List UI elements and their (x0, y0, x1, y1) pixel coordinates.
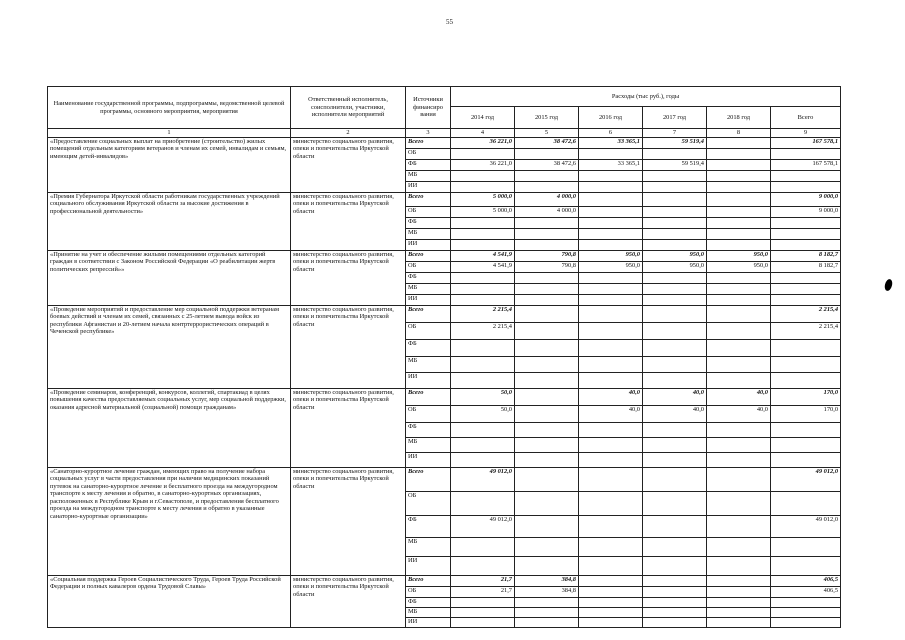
total-value: 9 000,0 (771, 192, 841, 206)
year-value (579, 491, 643, 515)
year-value (707, 294, 771, 305)
total-value (771, 537, 841, 556)
year-value (515, 617, 579, 627)
total-value: 49 012,0 (771, 515, 841, 537)
header-year: 2018 год (707, 107, 771, 129)
year-value (643, 607, 707, 617)
year-value (707, 356, 771, 372)
column-number: 9 (771, 129, 841, 138)
year-value (515, 437, 579, 452)
year-value: 4 000,0 (515, 206, 579, 217)
total-value: 406,5 (771, 575, 841, 586)
funding-source: МБ (406, 283, 451, 294)
year-value (643, 515, 707, 537)
year-value (707, 159, 771, 170)
year-value (515, 422, 579, 437)
executor-name: министерство социального развития, опеки и попечительства Иркутской области (291, 250, 406, 305)
year-value (643, 422, 707, 437)
funding-source: МБ (406, 170, 451, 181)
year-value (451, 491, 515, 515)
year-value (515, 405, 579, 422)
activity-name: «Предоставление социальных выплат на приобретение (строительство) жилых помещений отдельным категориям ветеранов и членам их семей, инвалидам и семьям, имеющим детей-инвалидов» (48, 137, 291, 192)
table-row (48, 250, 841, 261)
table-row (48, 305, 841, 322)
funding-source: Всего (406, 250, 451, 261)
year-value: 4 541,9 (451, 261, 515, 272)
year-value (451, 148, 515, 159)
year-value (579, 597, 643, 607)
funding-source: Всего (406, 575, 451, 586)
year-value (515, 388, 579, 405)
year-value (451, 372, 515, 388)
page-number: 55 (446, 18, 453, 26)
total-value: 9 000,0 (771, 206, 841, 217)
year-value (707, 339, 771, 356)
funding-source: ИИ (406, 452, 451, 467)
year-value (707, 617, 771, 627)
funding-source: ОБ (406, 322, 451, 339)
year-value: 384,8 (515, 586, 579, 597)
total-value: 2 215,4 (771, 305, 841, 322)
total-value: 49 012,0 (771, 467, 841, 491)
year-value: 21,7 (451, 575, 515, 586)
funding-source: ОБ (406, 491, 451, 515)
year-value (579, 617, 643, 627)
activity-name: «Принятие на учет и обеспечение жилыми помещениями отдельных категорий граждан в соответствии с Законом Российской Федерации «О реабилитации жертв политических репрессий»» (48, 250, 291, 305)
funding-source: ИИ (406, 294, 451, 305)
year-value (643, 239, 707, 250)
column-number: 7 (643, 129, 707, 138)
header-year: 2014 год (451, 107, 515, 129)
year-value: 950,0 (579, 250, 643, 261)
year-value (451, 422, 515, 437)
expenses-table (47, 86, 841, 628)
year-value (643, 597, 707, 607)
funding-source: МБ (406, 607, 451, 617)
funding-source: ФБ (406, 422, 451, 437)
year-value (707, 228, 771, 239)
table-body (48, 137, 841, 627)
funding-source: ФБ (406, 597, 451, 607)
year-value (515, 452, 579, 467)
total-value (771, 339, 841, 356)
year-value (579, 575, 643, 586)
header-source: Источники финансиро вания (406, 87, 451, 129)
year-value: 36 221,0 (451, 137, 515, 148)
year-value (451, 339, 515, 356)
year-value (451, 170, 515, 181)
year-value (643, 537, 707, 556)
year-value (707, 181, 771, 192)
year-value (643, 206, 707, 217)
total-value (771, 597, 841, 607)
year-value (707, 272, 771, 283)
table-row (48, 192, 841, 206)
year-value: 59 519,4 (643, 137, 707, 148)
year-value: 36 221,0 (451, 159, 515, 170)
total-value (771, 283, 841, 294)
funding-source: Всего (406, 388, 451, 405)
year-value (707, 437, 771, 452)
year-value (515, 491, 579, 515)
column-number: 2 (291, 129, 406, 138)
year-value (515, 272, 579, 283)
year-value (451, 556, 515, 575)
executor-name: министерство социального развития, опеки и попечительства Иркутской области (291, 305, 406, 388)
year-value (579, 272, 643, 283)
year-value (579, 148, 643, 159)
year-value (707, 239, 771, 250)
year-value (515, 148, 579, 159)
year-value (707, 137, 771, 148)
year-value (451, 356, 515, 372)
total-value: 8 182,7 (771, 261, 841, 272)
column-number: 8 (707, 129, 771, 138)
executor-name: министерство социального развития, опеки и попечительства Иркутской области (291, 388, 406, 467)
year-value (579, 467, 643, 491)
year-value: 33 365,1 (579, 159, 643, 170)
year-value (579, 322, 643, 339)
column-number: 4 (451, 129, 515, 138)
year-value (643, 372, 707, 388)
year-value (643, 339, 707, 356)
column-number-row (48, 129, 841, 138)
funding-source: ИИ (406, 617, 451, 627)
year-value (579, 556, 643, 575)
column-number: 5 (515, 129, 579, 138)
year-value (579, 305, 643, 322)
executor-name: министерство социального развития, опеки и попечительства Иркутской области (291, 467, 406, 575)
year-value (643, 228, 707, 239)
year-value (515, 515, 579, 537)
year-value (707, 575, 771, 586)
year-value: 4 000,0 (515, 192, 579, 206)
funding-source: МБ (406, 437, 451, 452)
year-value (451, 437, 515, 452)
header-expenses: Расходы (тыс руб.), годы (451, 87, 841, 107)
activity-name: «Проведение семинаров, конференций, конкурсов, коллегий, спартакиад в целях повышения качества предоставляемых социальных услуг, мер социальной поддержки, оказания адресной материальной (социальной) помощи гражданам» (48, 388, 291, 467)
year-value (515, 181, 579, 192)
funding-source: ОБ (406, 261, 451, 272)
year-value (643, 148, 707, 159)
year-value: 950,0 (643, 250, 707, 261)
year-value (451, 452, 515, 467)
year-value: 40,0 (643, 388, 707, 405)
year-value (643, 467, 707, 491)
year-value (643, 217, 707, 228)
funding-source: ИИ (406, 239, 451, 250)
year-value (579, 181, 643, 192)
year-value: 40,0 (707, 405, 771, 422)
year-value: 49 012,0 (451, 515, 515, 537)
year-value (579, 437, 643, 452)
funding-source: ИИ (406, 372, 451, 388)
year-value (707, 515, 771, 537)
year-value (579, 294, 643, 305)
year-value: 50,0 (451, 405, 515, 422)
year-value (515, 170, 579, 181)
year-value: 950,0 (707, 250, 771, 261)
year-value (579, 537, 643, 556)
year-value (515, 239, 579, 250)
total-value (771, 437, 841, 452)
year-value (643, 272, 707, 283)
funding-source: МБ (406, 228, 451, 239)
year-value (579, 283, 643, 294)
year-value: 40,0 (579, 388, 643, 405)
year-value (643, 294, 707, 305)
total-value (771, 422, 841, 437)
year-value (643, 283, 707, 294)
funding-source: ФБ (406, 515, 451, 537)
year-value (515, 467, 579, 491)
total-value: 406,5 (771, 586, 841, 597)
year-value (579, 356, 643, 372)
year-value: 790,8 (515, 250, 579, 261)
year-value: 384,8 (515, 575, 579, 586)
year-value: 950,0 (643, 261, 707, 272)
year-value: 38 472,6 (515, 159, 579, 170)
year-value: 38 472,6 (515, 137, 579, 148)
year-value (643, 322, 707, 339)
year-value (707, 537, 771, 556)
activity-name: «Социальная поддержка Героев Социалистического Труда, Героев Труда Российской Федерации и полных кавалеров ордена Трудовой Славы» (48, 575, 291, 627)
year-value (579, 372, 643, 388)
total-value: 167 578,1 (771, 137, 841, 148)
total-value (771, 239, 841, 250)
year-value (579, 452, 643, 467)
year-value (451, 181, 515, 192)
funding-source: ФБ (406, 272, 451, 283)
year-value: 33 365,1 (579, 137, 643, 148)
year-value: 950,0 (707, 261, 771, 272)
table-row (48, 388, 841, 405)
activity-name: «Проведение мероприятий и предоставление мер социальной поддержки ветеранам боевых действий и членам их семей, связанных с 25-летием вывода войск из республики Афганистан и 20-летием начала контртеррористических операций в Чеченской республике» (48, 305, 291, 388)
header-year: 2016 год (579, 107, 643, 129)
year-value (451, 617, 515, 627)
year-value (707, 491, 771, 515)
year-value (451, 597, 515, 607)
year-value (579, 206, 643, 217)
year-value (643, 575, 707, 586)
funding-source: ОБ (406, 206, 451, 217)
year-value (707, 283, 771, 294)
total-value (771, 148, 841, 159)
funding-source: ФБ (406, 217, 451, 228)
year-value: 40,0 (579, 405, 643, 422)
funding-source: ФБ (406, 339, 451, 356)
year-value (515, 597, 579, 607)
year-value: 5 000,0 (451, 206, 515, 217)
funding-source: МБ (406, 537, 451, 556)
year-value: 21,7 (451, 586, 515, 597)
funding-source: Всего (406, 137, 451, 148)
year-value (643, 192, 707, 206)
year-value (707, 322, 771, 339)
year-value (515, 537, 579, 556)
total-value: 170,0 (771, 405, 841, 422)
year-value (515, 283, 579, 294)
year-value (515, 322, 579, 339)
funding-source: ОБ (406, 405, 451, 422)
funding-source: Всего (406, 305, 451, 322)
year-value (515, 305, 579, 322)
year-value (579, 170, 643, 181)
year-value (579, 515, 643, 537)
total-value (771, 181, 841, 192)
total-value (771, 272, 841, 283)
year-value: 49 012,0 (451, 467, 515, 491)
year-value (707, 467, 771, 491)
year-value (451, 272, 515, 283)
year-value (707, 607, 771, 617)
year-value (707, 372, 771, 388)
executor-name: министерство социального развития, опеки и попечительства Иркутской области (291, 192, 406, 250)
table-row (48, 467, 841, 491)
year-value (451, 228, 515, 239)
year-value (643, 586, 707, 597)
header-year: 2015 год (515, 107, 579, 129)
year-value (451, 537, 515, 556)
year-value: 50,0 (451, 388, 515, 405)
total-value (771, 217, 841, 228)
year-value: 4 541,9 (451, 250, 515, 261)
total-value: 167 578,1 (771, 159, 841, 170)
year-value (451, 294, 515, 305)
year-value (451, 283, 515, 294)
year-value (643, 617, 707, 627)
funding-source: ОБ (406, 148, 451, 159)
total-value (771, 228, 841, 239)
total-value: 170,0 (771, 388, 841, 405)
year-value (707, 422, 771, 437)
year-value (643, 305, 707, 322)
column-number: 6 (579, 129, 643, 138)
year-value (579, 607, 643, 617)
funding-source: ФБ (406, 159, 451, 170)
executor-name: министерство социального развития, опеки и попечительства Иркутской области (291, 575, 406, 627)
year-value (643, 181, 707, 192)
funding-source: Всего (406, 467, 451, 491)
total-value (771, 356, 841, 372)
total-value (771, 617, 841, 627)
page-edge-marker (884, 278, 894, 291)
total-value (771, 556, 841, 575)
activity-name: «Санаторно-курортное лечение граждан, имеющих право на получение набора социальных услуг в части предоставления при наличии медицинских показаний путевок на санаторно-курортное лечение и бесплатного проезда на междугородном транспорте к месту лечения и обратно, в санаторно-курортных организациях, расположенных в Республике Крым и г.Севастополе, и предоставления бесплатного проезда на междугородном транспорте к месту лечения и обратно в указанные санаторно-курортные организации» (48, 467, 291, 575)
year-value (707, 148, 771, 159)
year-value (707, 452, 771, 467)
total-value (771, 372, 841, 388)
year-value (643, 170, 707, 181)
year-value: 2 215,4 (451, 305, 515, 322)
table-row (48, 575, 841, 586)
year-value (643, 437, 707, 452)
year-value (515, 294, 579, 305)
total-value (771, 607, 841, 617)
year-value (579, 217, 643, 228)
year-value: 40,0 (643, 405, 707, 422)
year-value (707, 217, 771, 228)
year-value: 5 000,0 (451, 192, 515, 206)
funding-source: ИИ (406, 181, 451, 192)
total-value (771, 491, 841, 515)
total-value (771, 452, 841, 467)
funding-source: МБ (406, 356, 451, 372)
total-value (771, 294, 841, 305)
column-number: 3 (406, 129, 451, 138)
year-value (515, 607, 579, 617)
year-value (515, 228, 579, 239)
year-value: 950,0 (579, 261, 643, 272)
header-total: Всего (771, 107, 841, 129)
year-value (579, 239, 643, 250)
year-value (579, 339, 643, 356)
header-name: Наименование государственной программы, подпрограммы, ведомственной целевой программы, основного мероприятия, мероприятия (48, 87, 291, 129)
year-value (707, 556, 771, 575)
year-value (707, 305, 771, 322)
year-value (579, 228, 643, 239)
year-value (579, 192, 643, 206)
year-value (515, 217, 579, 228)
year-value: 40,0 (707, 388, 771, 405)
year-value (515, 556, 579, 575)
year-value (451, 217, 515, 228)
year-value (707, 597, 771, 607)
funding-source: ОБ (406, 586, 451, 597)
funding-source: Всего (406, 192, 451, 206)
year-value (707, 206, 771, 217)
table-row (48, 137, 841, 148)
year-value: 2 215,4 (451, 322, 515, 339)
year-value (515, 372, 579, 388)
total-value: 2 215,4 (771, 322, 841, 339)
year-value (707, 170, 771, 181)
year-value (643, 491, 707, 515)
year-value (643, 452, 707, 467)
year-value: 59 519,4 (643, 159, 707, 170)
year-value (451, 607, 515, 617)
year-value: 790,8 (515, 261, 579, 272)
year-value (707, 586, 771, 597)
header-executor: Ответственный исполнитель, соисполнители, участники, исполнители мероприятий (291, 87, 406, 129)
year-value (707, 192, 771, 206)
column-number: 1 (48, 129, 291, 138)
year-value (579, 586, 643, 597)
year-value (451, 239, 515, 250)
year-value (643, 356, 707, 372)
year-value (579, 422, 643, 437)
funding-source: ИИ (406, 556, 451, 575)
year-value (515, 339, 579, 356)
header-year: 2017 год (643, 107, 707, 129)
year-value (515, 356, 579, 372)
year-value (643, 556, 707, 575)
total-value: 8 182,7 (771, 250, 841, 261)
activity-name: «Премия Губернатора Иркутской области работникам государственных учреждений социального обслуживания Иркутской области за высокие достижения в профессиональной деятельности» (48, 192, 291, 250)
executor-name: министерство социального развития, опеки и попечительства Иркутской области (291, 137, 406, 192)
total-value (771, 170, 841, 181)
